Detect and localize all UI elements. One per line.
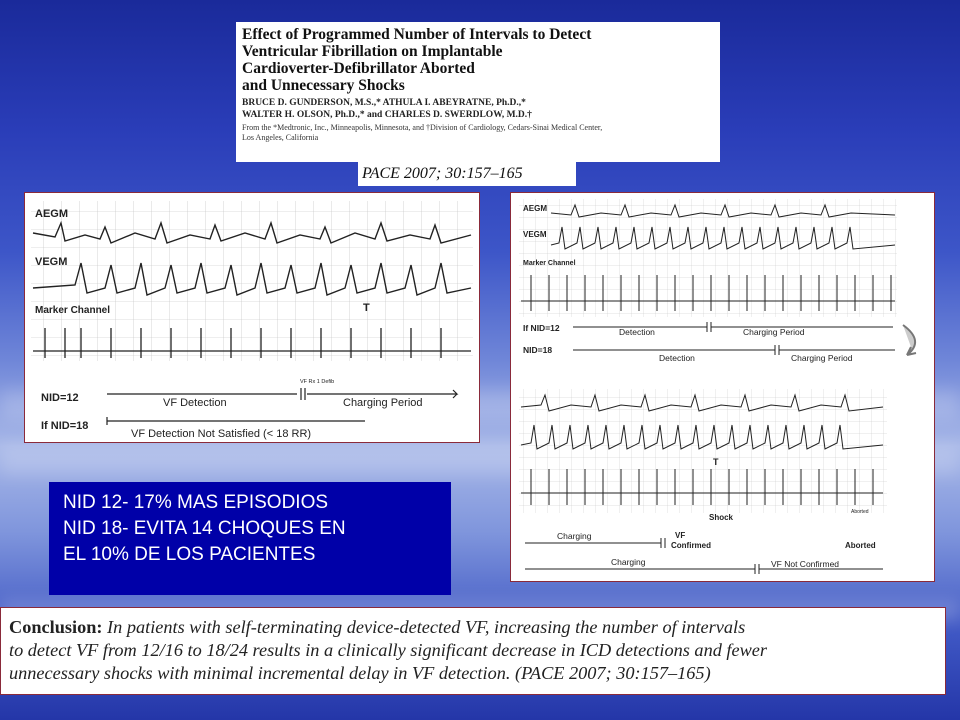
paper-title-line-1: Effect of Programmed Number of Intervals to Detect [242, 26, 592, 43]
curved-arrow-icon [903, 325, 916, 355]
left-vegm-label: VEGM [35, 256, 68, 268]
paper-affiliation-1: From the *Medtronic, Inc., Minneapolis, Minnesota, and †Division of Cardiology, Cedars-Sinai Medical Center, [242, 123, 603, 132]
left-ecg-figure [24, 192, 480, 443]
right-shock-label: Shock [709, 513, 734, 522]
right-marker-channel-label: Marker Channel [523, 260, 576, 267]
right-vegm-label: VEGM [523, 230, 547, 239]
right-ecg-svg [511, 193, 934, 581]
conclusion-line-3: unnecessary shocks with minimal incremental delay in VF detection. (PACE 2007; 30:157–165) [9, 663, 711, 683]
paper-authors-1: BRUCE D. GUNDERSON, M.S.,* ATHULA I. ABEYRATNE, Ph.D.,* [242, 98, 526, 108]
paper-title-line-4: and Unnecessary Shocks [242, 77, 405, 94]
nid-summary-line-3: EL 10% DE LOS PACIENTES [63, 544, 316, 565]
right-vf-not-confirmed-label: VF Not Confirmed [771, 559, 840, 569]
right-charging-period-label-1: Charging Period [743, 327, 805, 337]
right-charging-timeline-1 [525, 538, 665, 548]
nid-summary-line-2: NID 18- EVITA 14 CHOQUES EN [63, 518, 346, 539]
paper-authors-2: WALTER H. OLSON, Ph.D.,* and CHARLES D. SWERDLOW, M.D.† [242, 110, 532, 120]
conclusion-label: Conclusion: [9, 617, 103, 637]
left-not-satisfied-label: VF Detection Not Satisfied (< 18 RR) [131, 428, 312, 440]
right-aegm-label: AEGM [523, 204, 547, 213]
nid-summary-line-1: NID 12- 17% MAS EPISODIOS [63, 492, 329, 513]
right-aborted-label: Aborted [845, 541, 876, 550]
paper-affiliation-2: Los Angeles, California [242, 133, 319, 142]
paper-citation: PACE 2007; 30:157–165 [358, 162, 576, 186]
right-detection-label-1: Detection [619, 327, 655, 337]
paper-title-card [236, 22, 720, 162]
right-ecg-figure [510, 192, 935, 582]
nid-summary-box [49, 482, 451, 595]
right-vf-confirmed-label-1: VF [675, 531, 686, 540]
left-charging-period-label: Charging Period [343, 397, 423, 409]
right-detection-label-2: Detection [659, 353, 695, 363]
paper-title-line-2: Ventricular Fibrillation on Implantable [242, 43, 503, 60]
left-aegm-label: AEGM [35, 208, 68, 220]
conclusion-box [0, 607, 946, 695]
left-nid12-label: NID=12 [41, 392, 79, 404]
right-aborted-small-label: Aborted [851, 509, 869, 515]
left-nid18-timeline [107, 417, 365, 425]
right-charging-label-2: Charging [611, 557, 646, 567]
right-if-nid12-label: If NID=12 [523, 323, 560, 333]
left-vf-rx-label: VF Rx 1 Defib [300, 379, 335, 385]
right-charging-label-1: Charging [557, 531, 592, 541]
right-t-label: T [713, 457, 719, 467]
right-vf-confirmed-label-2: Confirmed [671, 541, 711, 550]
left-nid18-label: If NID=18 [41, 420, 89, 432]
right-nid18-label: NID=18 [523, 345, 553, 355]
right-charging-period-label-2: Charging Period [791, 353, 853, 363]
left-t-label: T [363, 302, 370, 314]
left-vf-detection-label: VF Detection [163, 397, 227, 409]
left-ecg-svg [25, 193, 479, 442]
left-marker-channel-label: Marker Channel [35, 305, 111, 316]
conclusion-line-1: In patients with self-terminating device-detected VF, increasing the number of intervals [102, 617, 746, 637]
conclusion-line-2: to detect VF from 12/16 to 18/24 results in a clinically significant decrease in ICD detections and fewer [9, 640, 768, 660]
paper-title-line-3: Cardioverter-Defibrillator Aborted [242, 60, 475, 77]
